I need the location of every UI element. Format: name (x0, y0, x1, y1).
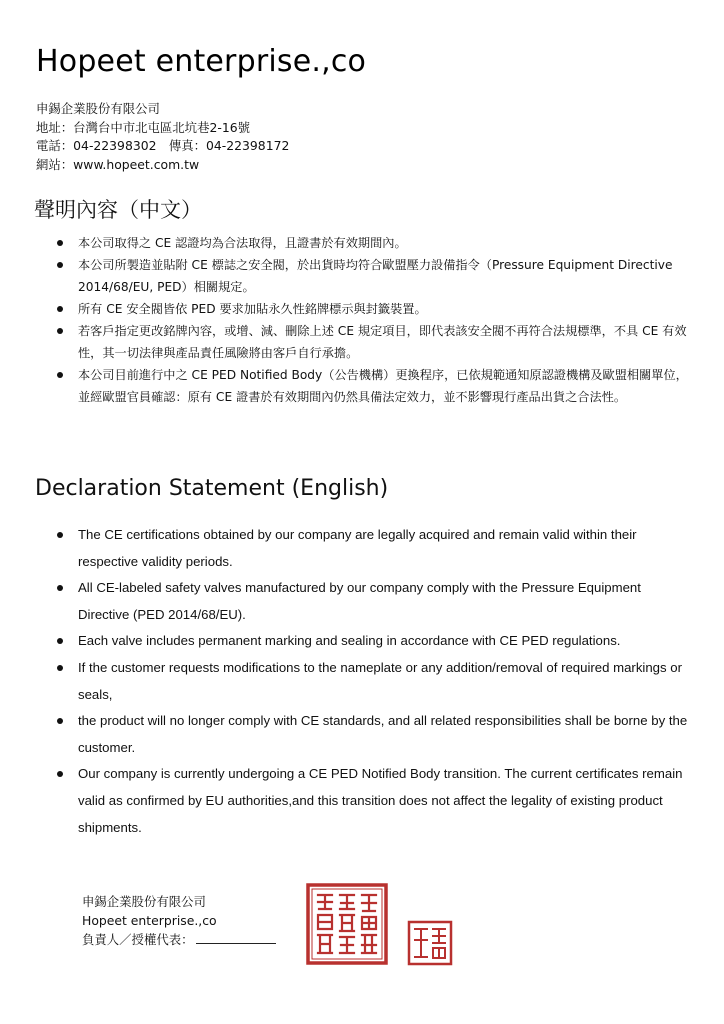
zh-statement-list (52, 232, 692, 408)
signature-block (82, 892, 276, 949)
en-section-heading: Declaration Statement (English) (35, 476, 389, 501)
signature-line (196, 931, 276, 944)
zh-section-heading: 聲明內容（中文） (34, 198, 202, 222)
company-info (36, 100, 289, 174)
signature-company-en: Hopeet enterprise.,co (82, 913, 217, 928)
representative-seal-icon (407, 920, 453, 966)
en-statement-item: the product will no longer comply with CE standards, and all related responsibilities shall be borne by the customer. (52, 708, 692, 761)
company-phone-fax: 電話：04-22398302 傳真：04-22398172 (36, 138, 290, 153)
zh-statement-item: 本公司所製造並貼附 CE 標誌之安全閥，於出貨時均符合歐盟壓力設備指令（Pressure Equipment Directive 2014/68/EU, PED）相關規定。 (52, 254, 692, 298)
company-name: 申錫企業股份有限公司 (36, 101, 160, 116)
en-statement-item: If the customer requests modifications to the nameplate or any addition/removal of required markings or seals, (52, 655, 692, 708)
signature-representative (82, 930, 276, 949)
page-title: Hopeet enterprise.,co (36, 44, 367, 79)
representative-label: 負責人／授權代表： (82, 932, 194, 947)
en-statement-item: Our company is currently undergoing a CE PED Notified Body transition. The current certificates remain valid as confirmed by EU authorities,and this transition does not affect the legality of existing product shipments. (52, 761, 692, 841)
zh-statement-item: 若客戶指定更改銘牌內容，或增、減、刪除上述 CE 規定項目，即代表該安全閥不再符合法規標準，不具 CE 有效性，其一切法律與產品責任風險將由客戶自行承擔。 (52, 320, 692, 364)
en-statement-list (52, 522, 692, 841)
company-website: 網站：www.hopeet.com.tw (36, 156, 200, 172)
company-seal-icon (306, 883, 388, 965)
zh-statement-item: 本公司取得之 CE 認證均為合法取得，且證書於有效期間內。 (52, 232, 692, 254)
en-statement-item: Each valve includes permanent marking and sealing in accordance with CE PED regulations. (52, 628, 692, 655)
company-address: 地址：台灣台中市北屯區北坑巷2-16號 (36, 119, 250, 135)
zh-statement-item: 所有 CE 安全閥皆依 PED 要求加貼永久性銘牌標示與封籤裝置。 (52, 298, 692, 320)
signature-company-zh: 申錫企業股份有限公司 (82, 894, 206, 909)
zh-statement-item: 本公司目前進行中之 CE PED Notified Body（公告機構）更換程序，已依規範通知原認證機構及歐盟相關單位，並經歐盟官員確認：原有 CE 證書於有效期間內仍然具備法定效力，並不影響現行產品出貨之合法性。 (52, 364, 692, 408)
en-statement-item: The CE certifications obtained by our company are legally acquired and remain valid within their respective validity periods. (52, 522, 692, 575)
en-statement-item: All CE-labeled safety valves manufactured by our company comply with the Pressure Equipment Directive (PED 2014/68/EU). (52, 575, 692, 628)
